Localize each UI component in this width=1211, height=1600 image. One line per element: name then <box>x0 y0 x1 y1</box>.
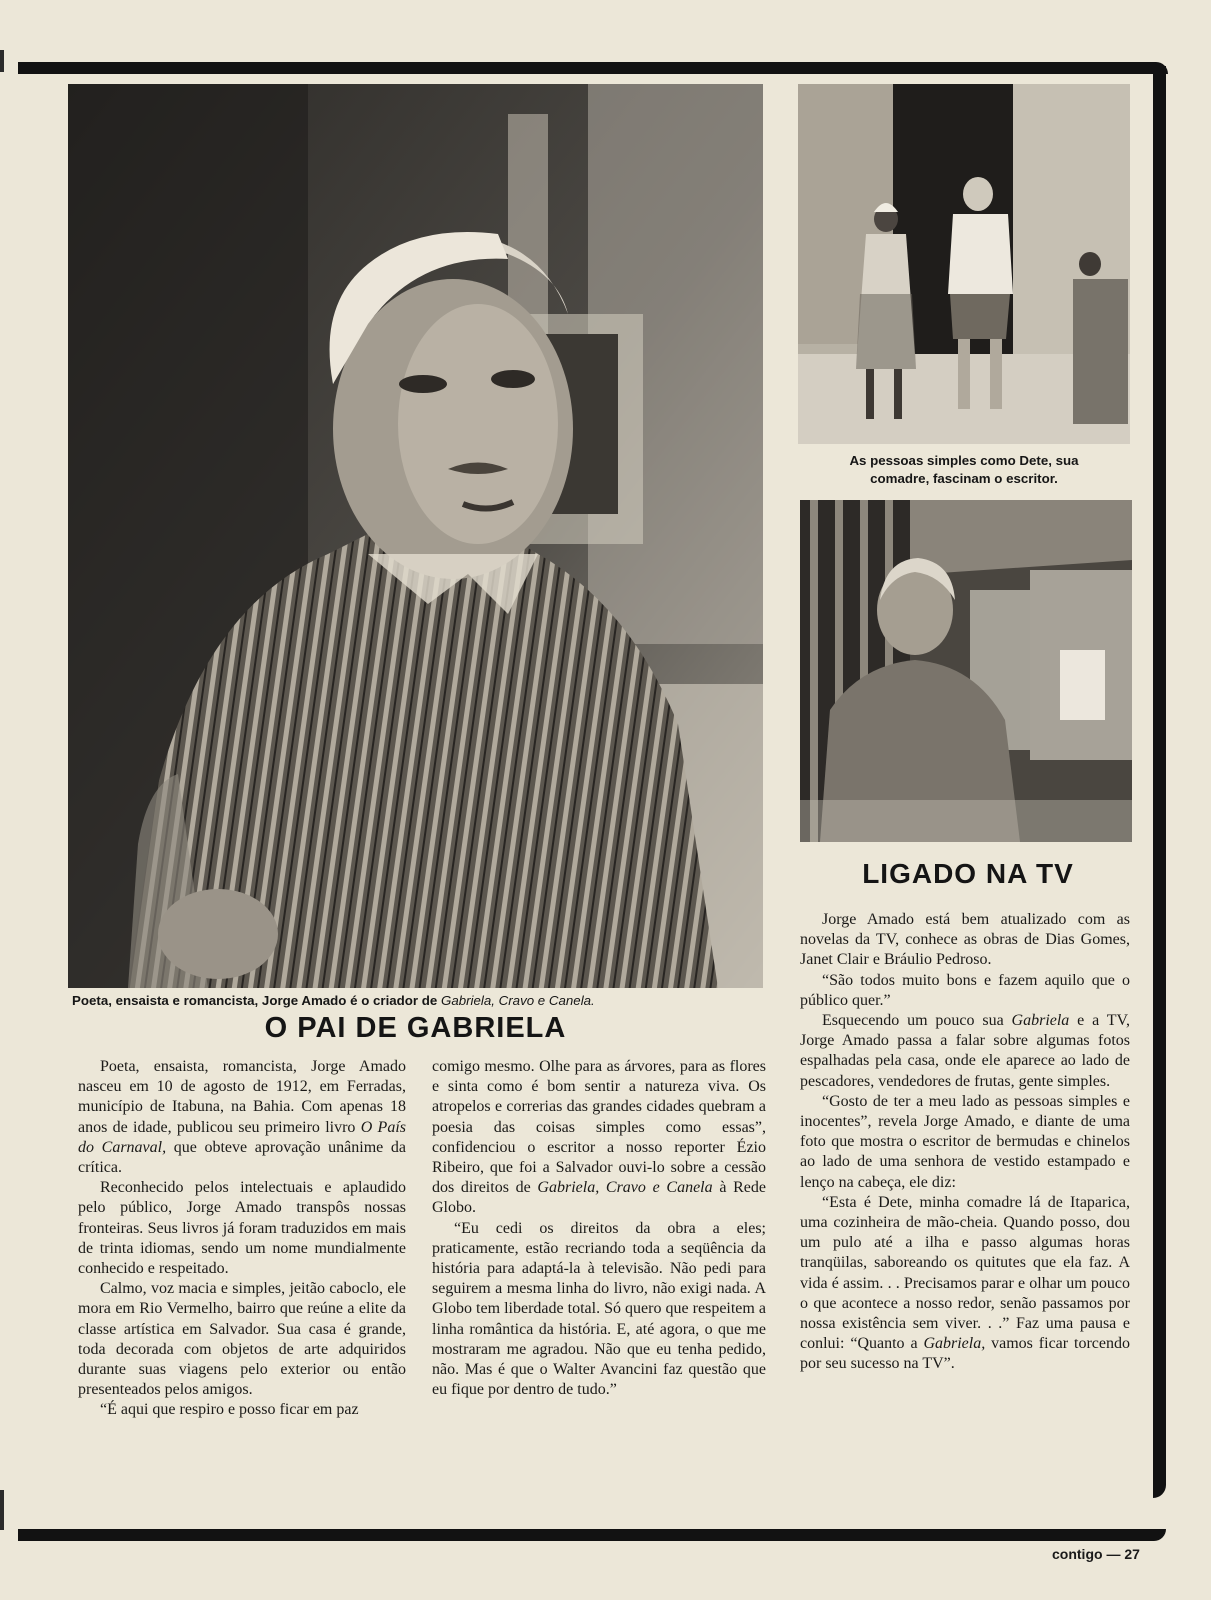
article-column-3 <box>800 910 1130 1375</box>
photo-dete <box>798 84 1130 444</box>
col3-p3-book: Gabriela <box>1011 1012 1070 1030</box>
col1-paragraph-4: “É aqui que respiro e posso ficar em paz <box>100 1401 359 1419</box>
col3-p5-end: vamos ficar torcendo por seu sucesso na TV”. <box>800 1335 1130 1373</box>
col3-paragraph-3 <box>800 1011 1130 1092</box>
col3-paragraph-2: “São todos muito bons e fazem aquilo que o público quer.” <box>800 971 1130 1009</box>
footer-page-number: 27 <box>1124 1546 1140 1562</box>
col3-paragraph-4: “Gosto de ter a meu lado as pessoas simples e inocentes”, revela Jorge Amado, e diante de uma foto que mostra o escritor de bermudas e chinelos ao lado de uma senhora de vestido estampado e lenço na cabeça, ele diz: <box>800 1092 1130 1191</box>
article-column-2 <box>432 1057 766 1400</box>
main-caption-lead: Poeta, ensaista e romancista, Jorge Amado é o criador de <box>72 993 441 1008</box>
col2-p1-text: comigo mesmo. Olhe para as árvores, para as flores e sinta como é bom sentir a natureza viva. Os atropelos e correrias das grandes cidades quebram a poesia das coisas simples como essas”, confidenciou o escritor a nosso reporter Ézio Ribeiro, que foi a Salvador ouvi-lo sobre a cessão dos direitos de <box>432 1058 766 1197</box>
col1-paragraph-2: Reconhecido pelos intelectuais e aplaudido pelo público, Jorge Amado transpôs nossas fronteiras. Seus livros já foram traduzidos em mais de trinta idiomas, sendo um nome mundialmente conhecido e respeitado. <box>78 1179 406 1278</box>
col3-p3-end: e a TV, Jorge Amado passa a falar sobre algumas fotos espalhadas pela casa, onde ele aparece ao lado de pescadores, vendedores de frutas, gente simples. <box>800 1012 1130 1090</box>
col1-paragraph-1 <box>78 1057 406 1178</box>
frame-rule-top <box>18 62 1168 74</box>
col3-p5-book: Gabriela, <box>923 1335 986 1353</box>
col2-p1-book: Gabriela, Cravo e Canela <box>537 1179 713 1197</box>
main-photo-image <box>68 84 763 988</box>
photo-dete-image <box>798 84 1130 444</box>
headline-o-pai-de-gabriela: O PAI DE GABRIELA <box>264 1012 567 1044</box>
footer-dash: — <box>1106 1546 1121 1562</box>
main-photo-caption <box>72 992 772 1010</box>
photo-porch-image <box>800 500 1132 842</box>
page-footer <box>1052 1546 1140 1562</box>
col1-paragraph-3: Calmo, voz macia e simples, jeitão caboclo, ele mora em Rio Vermelho, bairro que reúne a elite da classe artística em Salvador. Sua casa é grande, toda decorada com objetos de arte adquiridos durante suas viagens pelo exterior ou então presenteados pelos amigos. <box>78 1280 406 1399</box>
col3-p5-text: “Esta é Dete, minha comadre lá de Itaparica, uma cozinheira de mão-cheia. Quando posso, dou um pulo até a ilha e passo algumas horas tranqüilas, saboreando os quitutes que ela faz. A vida é assim. . . Precisamos parar e olhar um pouco o que acontece a nosso redor, senão passamos por nossa existência sem viver. . .” Faz uma pausa e conlui: “Quanto a <box>800 1193 1130 1353</box>
dete-photo-caption <box>798 452 1130 488</box>
frame-rule-right-lower <box>1153 856 1166 1498</box>
article-column-1 <box>78 1057 406 1421</box>
col3-paragraph-1: Jorge Amado está bem atualizado com as novelas da TV, conhece as obras de Dias Gomes, Janet Clair e Bráulio Pedroso. <box>800 911 1130 969</box>
col2-p1-end: à Rede Globo. <box>432 1179 766 1217</box>
col1-p1-end: que obteve aprovação unânime da crítica. <box>78 1138 406 1177</box>
col3-p3-text: Esquecendo um pouco sua <box>822 1012 1012 1030</box>
spine-mark <box>0 1490 4 1530</box>
headline-ligado-na-tv: LIGADO NA TV <box>862 858 1074 889</box>
frame-rule-right <box>1153 66 1166 856</box>
main-caption-book-title: Gabriela, Cravo e Canela. <box>441 993 595 1008</box>
frame-rule-bottom <box>18 1529 1166 1541</box>
col1-p1-book: O País do Carnaval, <box>78 1118 407 1156</box>
photo-porch <box>800 500 1132 842</box>
footer-magazine-name: contigo <box>1052 1546 1103 1562</box>
main-photo <box>68 84 763 988</box>
col1-p1-text: Poeta, ensaista, romancista, Jorge Amado nasceu em 10 de agosto de 1912, em Ferradas, município de Itabuna, na Bahia. Com apenas 18 anos de idade, publicou seu primeiro livro <box>78 1058 406 1136</box>
dete-caption-line-2: comadre, fascinam o escritor. <box>870 471 1058 486</box>
col2-paragraph-2: “Eu cedi os direitos da obra a eles; praticamente, estão recriando toda a seqüência da história para adaptá-la à televisão. Não pedi para seguirem a mesma linha do livro, não exigi nada. A Globo tem liberdade total. Só quero que respeitem a linha romântica da história. E, até agora, o que me mostraram me agradou. Não que eu tenha pedido, não. Mas é que o Walter Avancini faz questão que eu fique por dentro de tudo.” <box>432 1219 766 1399</box>
col3-paragraph-5 <box>800 1193 1130 1375</box>
spine-mark <box>0 50 4 72</box>
dete-caption-line-1: As pessoas simples como Dete, sua <box>849 453 1079 468</box>
col2-paragraph-1 <box>432 1057 766 1219</box>
